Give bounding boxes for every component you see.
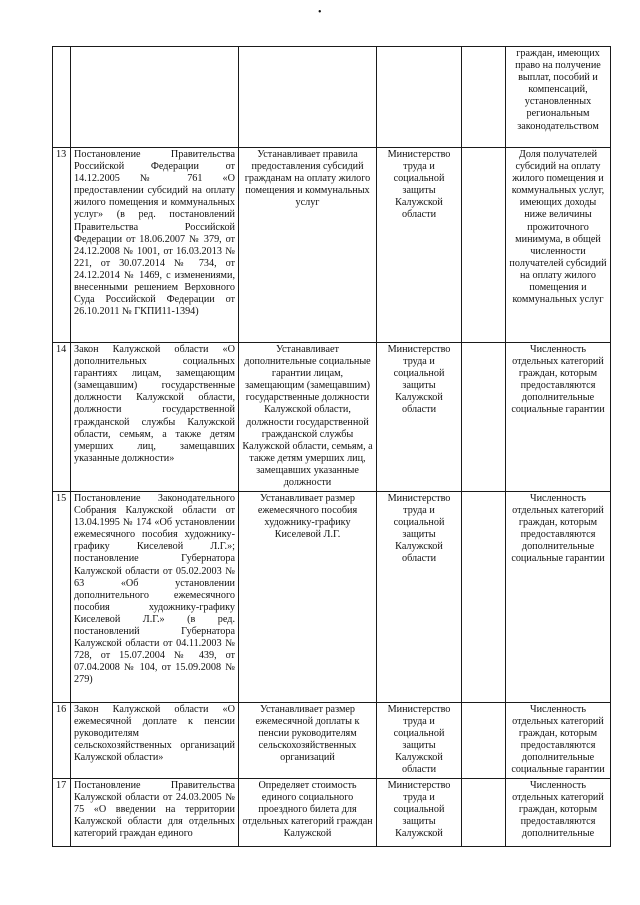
responsible-body: Министерство труда и социальной защиты Калужской области: [377, 703, 462, 779]
act-subject: Определяет стоимость единого социального проездного билета для отдельных категорий граждан Калужской: [239, 778, 377, 846]
cell-empty: [462, 703, 506, 779]
table-row: [53, 343, 611, 492]
cell-indicator: [506, 47, 611, 148]
cell-act: [71, 47, 239, 148]
responsible-body: Министерство труда и социальной защиты Калужской: [377, 778, 462, 846]
cell-empty: [462, 492, 506, 703]
table-row: [53, 778, 611, 846]
cell-empty: [462, 778, 506, 846]
responsible-body: Министерство труда и социальной защиты Калужской области: [377, 148, 462, 343]
act-subject: Устанавливает правила предоставления субсидий гражданам на оплату жилого помещения и коммунальных услуг: [239, 148, 377, 343]
responsible-body: Министерство труда и социальной защиты Калужской области: [377, 492, 462, 703]
row-number: 16: [53, 703, 71, 779]
cell-num: [53, 47, 71, 148]
table-row: [53, 703, 611, 779]
act-subject: Устанавливает размер ежемесячной доплаты к пенсии руководителям сельскохозяйственных организаций: [239, 703, 377, 779]
cell-subject: [239, 47, 377, 148]
cell-empty: [462, 343, 506, 492]
table-row: [53, 492, 611, 703]
table-row: [53, 148, 611, 343]
legal-act: Постановление Законодательного Собрания Калужской области от 13.04.1995 № 174 «Об установлении ежемесячного пособия художнику-графику Киселевой Л.Г.»; постановление Губернатора Калужской области от 05.02.2003 № 63 «Об установлении дополнительного ежемесячного пособия художнику-графику Киселевой Л.Г.» (в ред. постановлений Губернатора Калужской области от 04.11.2003 № 728, от 15.07.2004 № 439, от 07.04.2008 № 104, от 15.09.2008 № 279): [71, 492, 239, 703]
target-indicator: Численность отдельных категорий граждан, которым предоставляются дополнительные: [506, 778, 611, 846]
row-number: 15: [53, 492, 71, 703]
target-indicator: Численность отдельных категорий граждан, которым предоставляются дополнительные социальные гарантии: [506, 703, 611, 779]
table-row-continuation: [53, 47, 611, 148]
legal-act: Постановление Правительства Калужской области от 24.03.2005 № 75 «О введении на территории Калужской области для отдельных категорий граждан единого: [71, 778, 239, 846]
act-subject: Устанавливает дополнительные социальные гарантии лицам, замещающим (замещавшим) государственные должности Калужской области, должности государственной гражданской службы Калужской области, семьям, а также детям умерших лиц, замещавших указанные должности: [239, 343, 377, 492]
target-indicator: Численность отдельных категорий граждан, которым предоставляются дополнительные социальные гарантии: [506, 343, 611, 492]
target-indicator: Численность отдельных категорий граждан, которым предоставляются дополнительные социальные гарантии: [506, 492, 611, 703]
row-number: 17: [53, 778, 71, 846]
cell-empty: [462, 148, 506, 343]
legal-act: Постановление Правительства Российской Федерации от 14.12.2005 № 761 «О предоставлении субсидий на оплату жилого помещения и коммунальных услуг» (в ред. постановлений Правительства Российской Федерации от 18.06.2007 № 379, от 24.12.2008 № 1001, от 16.03.2013 № 221, от 30.07.2014 № 734, от 24.12.2014 № 1469, с изменениями, внесенными решением Верховного Суда Российской Федерации от 26.10.2011 № ГКПИ11-1394): [71, 148, 239, 343]
legal-act: Закон Калужской области «О дополнительных социальных гарантиях лицам, замещающим (замещавшим) государственные должности Калужской области, должности государственной гражданской службы Калужской области, семьям, а также детям умерших лиц, замещавших указанные должности»: [71, 343, 239, 492]
act-subject: Устанавливает размер ежемесячного пособия художнику-графику Киселевой Л.Г.: [239, 492, 377, 703]
cell-empty: [462, 47, 506, 148]
indicator-text: граждан, имеющих право на получение выплат, пособий и компенсаций, установленных региональным законодательством: [515, 48, 601, 132]
row-number: 14: [53, 343, 71, 492]
cell-body: [377, 47, 462, 148]
program-acts-table: [52, 46, 611, 847]
page-mark: •: [318, 7, 322, 18]
responsible-body: Министерство труда и социальной защиты Калужской области: [377, 343, 462, 492]
target-indicator: Доля получателей субсидий на оплату жилого помещения и коммунальных услуг, имеющих доходы ниже величины прожиточного минимума, в общей численности получателей субсидий на оплату жилого помещения и коммунальных услуг: [506, 148, 611, 343]
legal-act: Закон Калужской области «О ежемесячной доплате к пенсии руководителям сельскохозяйственных организаций Калужской области»: [71, 703, 239, 779]
row-number: 13: [53, 148, 71, 343]
